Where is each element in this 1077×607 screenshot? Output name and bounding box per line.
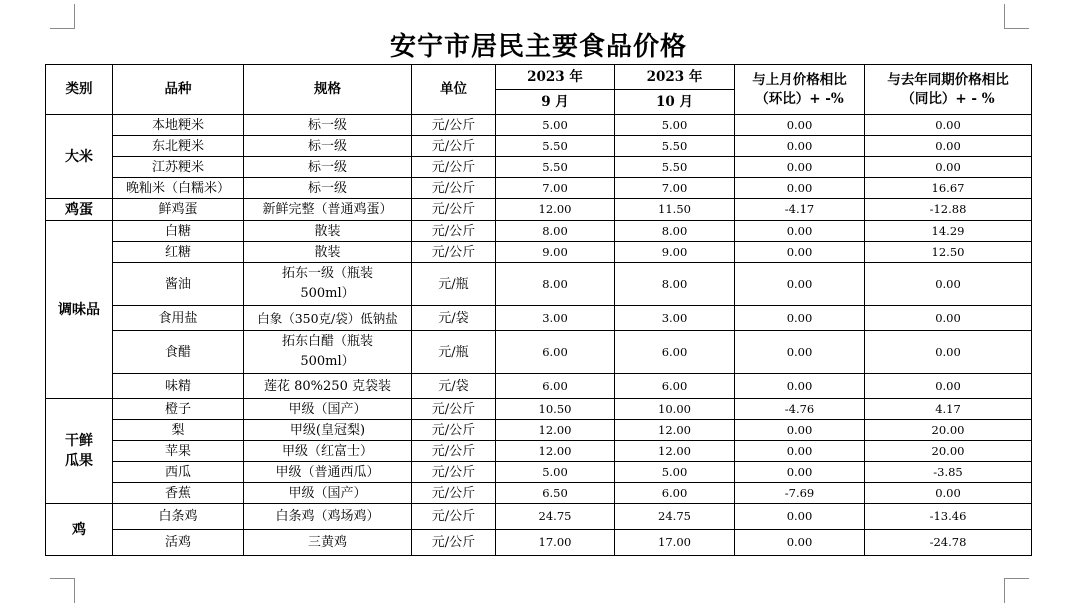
sep-price-cell: 5.00 — [496, 462, 615, 483]
header-mom-line2: （环比）+ -% — [755, 90, 844, 107]
page-corner-mark-bottom-left — [50, 578, 75, 603]
unit-cell: 元/公斤 — [412, 420, 496, 441]
category-condiments: 调味品 — [46, 221, 113, 399]
sep-price-cell: 6.00 — [496, 331, 615, 374]
spec-cell: 甲级（国产） — [244, 399, 412, 420]
variety-cell: 活鸡 — [113, 530, 244, 556]
oct-price-cell: 6.00 — [615, 374, 735, 399]
table-row — [46, 136, 1032, 157]
sep-price-cell: 17.00 — [496, 530, 615, 556]
table-row — [46, 374, 1032, 399]
oct-price-cell: 5.00 — [615, 115, 735, 136]
oct-price-cell: 5.50 — [615, 136, 735, 157]
mom-change-cell: 0.00 — [735, 136, 865, 157]
sep-price-cell: 5.00 — [496, 115, 615, 136]
oct-price-cell: 11.50 — [615, 199, 735, 221]
unit-cell: 元/公斤 — [412, 242, 496, 263]
header-year-oct: 2023 年 — [615, 65, 735, 90]
spec-cell: 标一级 — [244, 136, 412, 157]
yoy-change-cell: 12.50 — [865, 242, 1032, 263]
yoy-change-cell: 0.00 — [865, 331, 1032, 374]
variety-cell: 香蕉 — [113, 483, 244, 504]
unit-cell: 元/袋 — [412, 374, 496, 399]
yoy-change-cell: -24.78 — [865, 530, 1032, 556]
sep-price-cell: 12.00 — [496, 441, 615, 462]
oct-price-cell: 8.00 — [615, 263, 735, 306]
sep-price-cell: 6.50 — [496, 483, 615, 504]
variety-cell: 梨 — [113, 420, 244, 441]
category-chicken: 鸡 — [46, 504, 113, 556]
variety-cell: 味精 — [113, 374, 244, 399]
variety-cell: 白条鸡 — [113, 504, 244, 530]
header-spec: 规格 — [244, 65, 412, 115]
category-fruits-line2: 瓜果 — [65, 453, 93, 469]
yoy-change-cell: 4.17 — [865, 399, 1032, 420]
oct-price-cell: 3.00 — [615, 306, 735, 331]
spec-cell: 甲级（红富士） — [244, 441, 412, 462]
unit-cell: 元/公斤 — [412, 178, 496, 199]
unit-cell: 元/公斤 — [412, 441, 496, 462]
spec-cell: 甲级（国产） — [244, 483, 412, 504]
spec-cell: 标一级 — [244, 115, 412, 136]
variety-cell: 红糖 — [113, 242, 244, 263]
category-fruits-line1: 干鲜 — [65, 433, 93, 449]
header-yoy — [865, 65, 1032, 115]
unit-cell: 元/公斤 — [412, 157, 496, 178]
table-row — [46, 242, 1032, 263]
variety-cell: 橙子 — [113, 399, 244, 420]
unit-cell: 元/公斤 — [412, 199, 496, 221]
oct-price-cell: 10.00 — [615, 399, 735, 420]
table-row — [46, 306, 1032, 331]
sep-price-cell: 9.00 — [496, 242, 615, 263]
oct-price-cell: 17.00 — [615, 530, 735, 556]
spec-line: 500ml） — [300, 286, 355, 301]
variety-cell: 鲜鸡蛋 — [113, 199, 244, 221]
mom-change-cell: 0.00 — [735, 306, 865, 331]
variety-cell: 白糖 — [113, 221, 244, 242]
oct-price-cell: 7.00 — [615, 178, 735, 199]
variety-cell: 东北粳米 — [113, 136, 244, 157]
mom-change-cell: -4.17 — [735, 199, 865, 221]
yoy-change-cell: 0.00 — [865, 263, 1032, 306]
sep-price-cell: 10.50 — [496, 399, 615, 420]
mom-change-cell: 0.00 — [735, 420, 865, 441]
unit-cell: 元/公斤 — [412, 483, 496, 504]
mom-change-cell: 0.00 — [735, 178, 865, 199]
yoy-change-cell: 0.00 — [865, 483, 1032, 504]
yoy-change-cell: 0.00 — [865, 157, 1032, 178]
header-yoy-line1: 与去年同期价格相比 — [887, 71, 1009, 88]
sep-price-cell: 5.50 — [496, 136, 615, 157]
mom-change-cell: 0.00 — [735, 115, 865, 136]
mom-change-cell: -7.69 — [735, 483, 865, 504]
oct-price-cell: 6.00 — [615, 483, 735, 504]
oct-price-cell: 12.00 — [615, 441, 735, 462]
sep-price-cell: 3.00 — [496, 306, 615, 331]
spec-cell — [244, 331, 412, 374]
spec-cell: 白条鸡（鸡场鸡） — [244, 504, 412, 530]
unit-cell: 元/公斤 — [412, 399, 496, 420]
oct-price-cell: 8.00 — [615, 221, 735, 242]
header-mom-line1: 与上月价格相比 — [752, 71, 847, 88]
header-mom — [735, 65, 865, 115]
variety-cell: 苹果 — [113, 441, 244, 462]
yoy-change-cell: 14.29 — [865, 221, 1032, 242]
yoy-change-cell: 0.00 — [865, 306, 1032, 331]
unit-cell: 元/公斤 — [412, 136, 496, 157]
sep-price-cell: 24.75 — [496, 504, 615, 530]
header-variety: 品种 — [113, 65, 244, 115]
sep-price-cell: 7.00 — [496, 178, 615, 199]
table-row — [46, 530, 1032, 556]
oct-price-cell: 12.00 — [615, 420, 735, 441]
sep-price-cell: 8.00 — [496, 221, 615, 242]
header-unit: 单位 — [412, 65, 496, 115]
table-row — [46, 199, 1032, 221]
variety-cell: 食醋 — [113, 331, 244, 374]
sep-price-cell: 8.00 — [496, 263, 615, 306]
variety-cell: 酱油 — [113, 263, 244, 306]
unit-cell: 元/公斤 — [412, 221, 496, 242]
table-row — [46, 178, 1032, 199]
yoy-change-cell: 0.00 — [865, 374, 1032, 399]
table-row — [46, 441, 1032, 462]
yoy-change-cell: 20.00 — [865, 420, 1032, 441]
mom-change-cell: 0.00 — [735, 221, 865, 242]
unit-cell: 元/瓶 — [412, 263, 496, 306]
table-row — [46, 483, 1032, 504]
header-month-oct: 10 月 — [615, 90, 735, 115]
sep-price-cell: 5.50 — [496, 157, 615, 178]
page-corner-mark-bottom-right — [1004, 578, 1029, 603]
spec-cell: 新鲜完整（普通鸡蛋） — [244, 199, 412, 221]
document-title: 安宁市居民主要食品价格 — [389, 32, 687, 62]
sep-price-cell: 12.00 — [496, 420, 615, 441]
unit-cell: 元/瓶 — [412, 331, 496, 374]
oct-price-cell: 5.50 — [615, 157, 735, 178]
spec-cell: 三黄鸡 — [244, 530, 412, 556]
yoy-change-cell: 0.00 — [865, 136, 1032, 157]
header-yoy-line2: （同比）+ - % — [901, 90, 995, 107]
sep-price-cell: 12.00 — [496, 199, 615, 221]
mom-change-cell: 0.00 — [735, 374, 865, 399]
food-price-table — [45, 64, 1032, 556]
unit-cell: 元/袋 — [412, 306, 496, 331]
category-eggs: 鸡蛋 — [46, 199, 113, 221]
table-row — [46, 221, 1032, 242]
table-row — [46, 263, 1032, 306]
mom-change-cell: 0.00 — [735, 331, 865, 374]
spec-line: 500ml） — [300, 354, 355, 369]
spec-cell: 甲级(皇冠梨) — [244, 420, 412, 441]
spec-cell: 白象（350克/袋）低钠盐 — [244, 306, 412, 331]
category-fruits — [46, 399, 113, 504]
oct-price-cell: 6.00 — [615, 331, 735, 374]
table-row — [46, 331, 1032, 374]
unit-cell: 元/公斤 — [412, 462, 496, 483]
spec-cell: 标一级 — [244, 157, 412, 178]
unit-cell: 元/公斤 — [412, 530, 496, 556]
yoy-change-cell: -12.88 — [865, 199, 1032, 221]
mom-change-cell: 0.00 — [735, 530, 865, 556]
oct-price-cell: 9.00 — [615, 242, 735, 263]
spec-line: 拓东一级（瓶装 — [281, 266, 373, 281]
spec-cell — [244, 263, 412, 306]
table-row — [46, 420, 1032, 441]
unit-cell: 元/公斤 — [412, 504, 496, 530]
unit-cell: 元/公斤 — [412, 115, 496, 136]
spec-cell: 甲级（普通西瓜） — [244, 462, 412, 483]
mom-change-cell: 0.00 — [735, 462, 865, 483]
variety-cell: 食用盐 — [113, 306, 244, 331]
table-row — [46, 157, 1032, 178]
variety-cell: 西瓜 — [113, 462, 244, 483]
table-row — [46, 504, 1032, 530]
oct-price-cell: 5.00 — [615, 462, 735, 483]
yoy-change-cell: 20.00 — [865, 441, 1032, 462]
oct-price-cell: 24.75 — [615, 504, 735, 530]
header-row — [46, 65, 1032, 90]
spec-cell: 散装 — [244, 242, 412, 263]
yoy-change-cell: -13.46 — [865, 504, 1032, 530]
variety-cell: 江苏粳米 — [113, 157, 244, 178]
header-year-sep: 2023 年 — [496, 65, 615, 90]
spec-cell: 莲花 80%250 克袋装 — [244, 374, 412, 399]
yoy-change-cell: 16.67 — [865, 178, 1032, 199]
table-row — [46, 399, 1032, 420]
header-category: 类别 — [46, 65, 113, 115]
table-row — [46, 115, 1032, 136]
yoy-change-cell: 0.00 — [865, 115, 1032, 136]
sep-price-cell: 6.00 — [496, 374, 615, 399]
table-row — [46, 462, 1032, 483]
mom-change-cell: 0.00 — [735, 242, 865, 263]
variety-cell: 晚籼米（白糯米） — [113, 178, 244, 199]
spec-cell: 标一级 — [244, 178, 412, 199]
yoy-change-cell: -3.85 — [865, 462, 1032, 483]
mom-change-cell: 0.00 — [735, 441, 865, 462]
header-month-sep: 9 月 — [496, 90, 615, 115]
spec-cell: 散装 — [244, 221, 412, 242]
mom-change-cell: 0.00 — [735, 263, 865, 306]
mom-change-cell: 0.00 — [735, 504, 865, 530]
mom-change-cell: 0.00 — [735, 157, 865, 178]
category-rice: 大米 — [46, 115, 113, 199]
variety-cell: 本地粳米 — [113, 115, 244, 136]
mom-change-cell: -4.76 — [735, 399, 865, 420]
spec-line: 拓东白醋（瓶装 — [281, 334, 373, 349]
